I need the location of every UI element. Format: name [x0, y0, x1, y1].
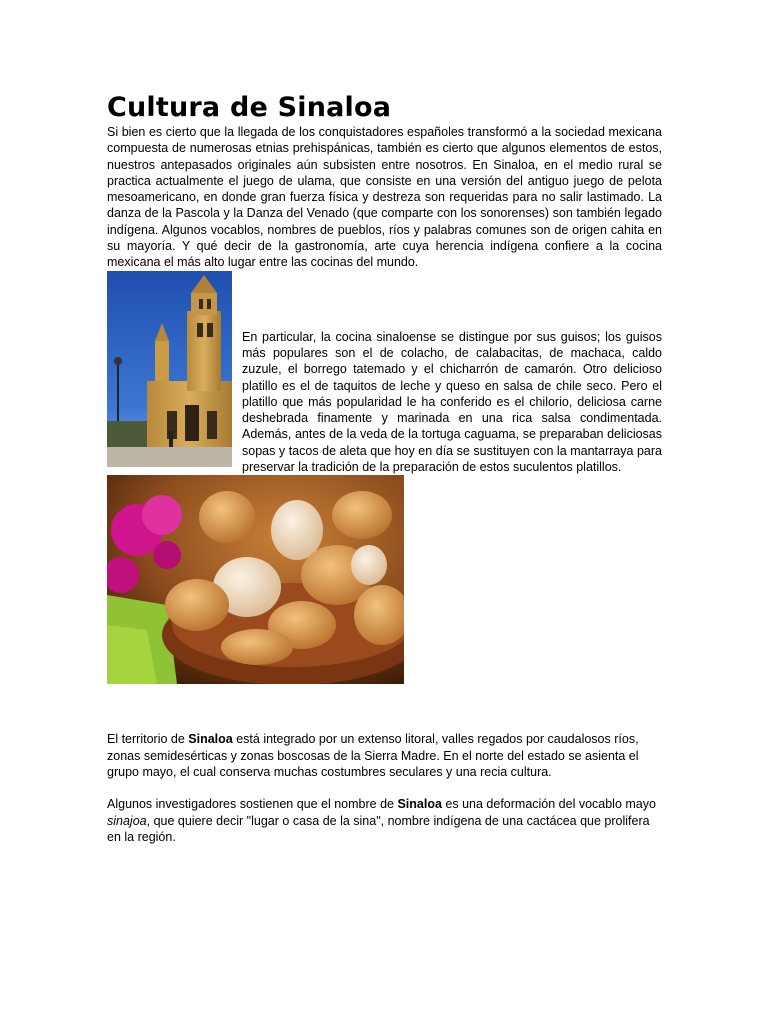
territory-text-start: El territorio de — [107, 732, 189, 747]
paragraph-name-origin — [107, 796, 662, 845]
territory-text-end: está integrado por un extenso litoral, valles regados por caudalosos ríos, zonas semidesérticas y zonas boscosas de la Sierra Madre. En el norte del estado se asienta el grupo mayo, el cual conserva muchas costumbres seculares y una recia cultura. — [107, 732, 639, 779]
paragraph-territory — [107, 731, 662, 780]
cathedral-photo — [107, 271, 232, 467]
origin-text-start: Algunos investigadores sostienen que el nombre de — [107, 797, 398, 812]
cookies-photo — [107, 475, 404, 684]
origin-text-end: , que quiere decir "lugar o casa de la sina", nombre indígena de una cactácea que prolifera en la región. — [107, 813, 650, 844]
origin-italic-sinajoa: sinajoa — [107, 813, 147, 828]
territory-bold-sinaloa: Sinaloa — [188, 732, 233, 747]
page-title: Cultura de Sinaloa — [107, 92, 392, 123]
cuisine-section — [107, 271, 662, 476]
document-page — [107, 92, 662, 845]
paragraph-intro: Si bien es cierto que la llegada de los conquistadores españoles transformó a la sociedad mexicana compuesta de numerosas etnias prehispánicas, también es cierto que algunos elementos de estos, nuestros antepasados originales aún subsisten entre nosotros. En Sinaloa, en el medio rural se practica actualmente el juego de ulama, que consiste en una versión del antiguo juego de pelota mesoamericano, en donde gran fuerza física y destreza son requeridas para no salir lastimado. La danza de la Pascola y la Danza del Venado (que comparte con los sonorenses) son también legado indígena. Algunos vocablos, nombres de pueblos, ríos y palabras comunes son de origen cahita en su mayoría. Y qué decir de la gastronomía, arte cuya herencia indígena confiere a la cocina mexicana el más alto lugar entre las cocinas del mundo. — [107, 125, 662, 270]
origin-text-middle: es una deformación del vocablo mayo — [441, 797, 656, 812]
origin-bold-sinaloa: Sinaloa — [397, 797, 442, 812]
paragraph-cuisine: En particular, la cocina sinaloense se distingue por sus guisos; los guisos más populares son el de colacho, de calabacitas, de machaca, caldo zuzule, el borrego tatemado y el chicharrón de camarón. Otro delicioso platillo es el de taquitos de leche y queso en salsa de chile seco. Pero el platillo que más popularidad le ha conferido es el chilorio, deliciosa carne deshebrada finamente y marinada en una rica salsa condimentada. Además, antes de la veda de la tortuga caguama, se preparaban deliciosas sopas y tacos de aleta que hoy en día se sustituyen con la mantarraya para preservar la tradición de la preparación de estos suculentos platillos. — [242, 329, 662, 475]
